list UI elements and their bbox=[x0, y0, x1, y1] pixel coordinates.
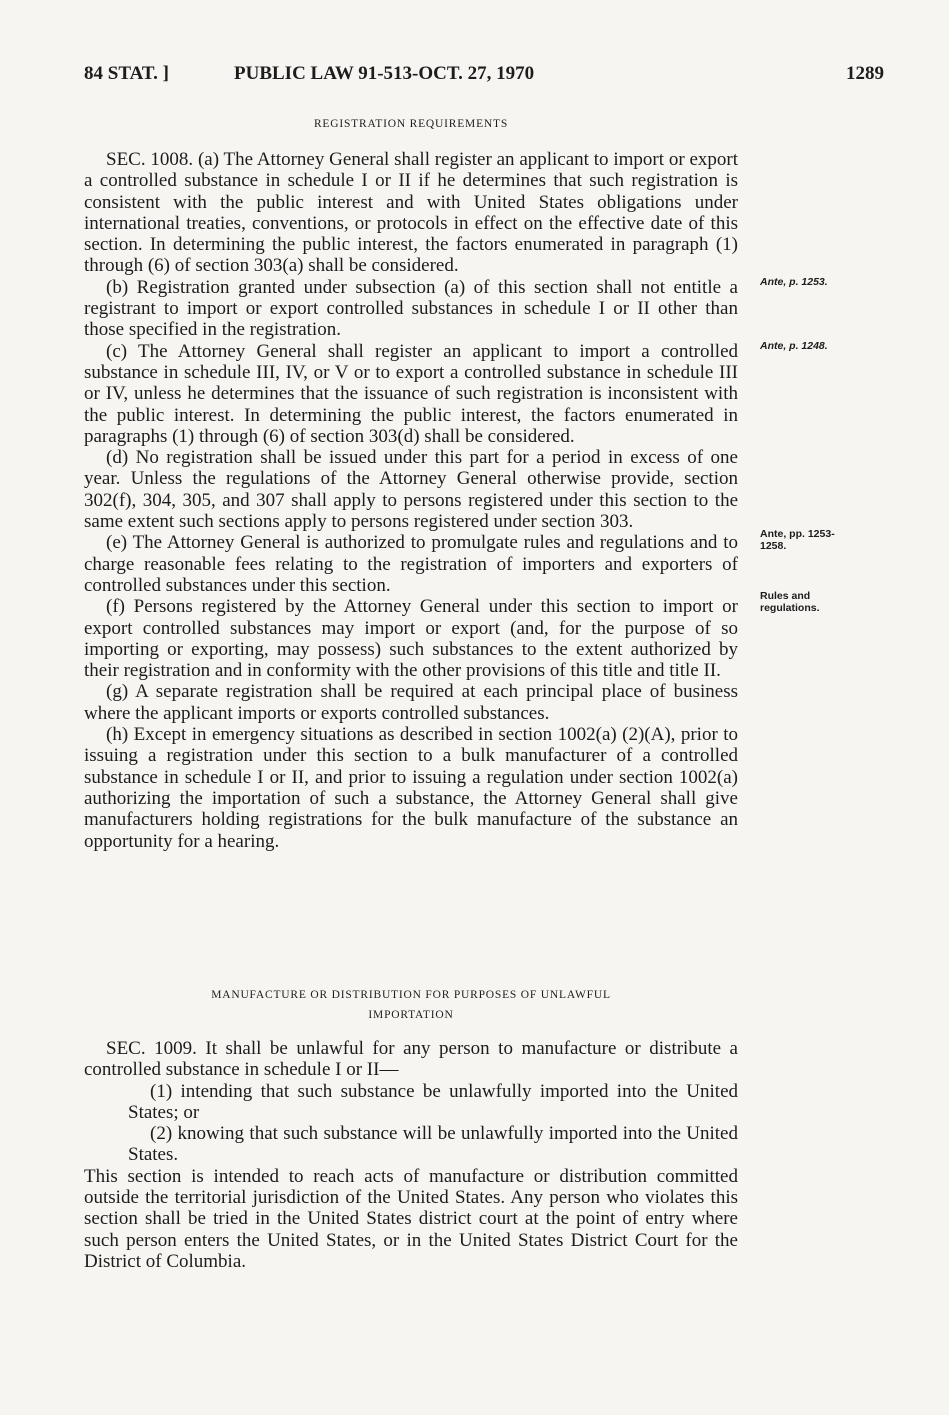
subsection-c: (c) The Attorney General shall register an applicant to import a controlled substance in schedule III, IV, or V or to export a controlled substance in schedule III or IV, unless he determines that the issuance of such registration is inconsistent with the public interest. In determining the public interest, the factors enumerated in paragraphs (1) through (6) of section 303(d) shall be considered. bbox=[84, 340, 738, 447]
section-heading-registration: REGISTRATION REQUIREMENTS bbox=[313, 118, 509, 130]
margin-note-rules: Rules and regulations. bbox=[760, 590, 820, 614]
paragraph-1: (1) intending that such substance be unlawfully imported into the United States; or bbox=[128, 1080, 738, 1123]
margin-note-ante-1253: Ante, p. 1253. bbox=[760, 276, 828, 288]
subsection-h: (h) Except in emergency situations as described in section 1002(a) (2)(A), prior to issuing a registration under this section to a bulk manufacturer of a controlled substance in schedule I or II, and prior to issuing a regulation under section 1002(a) authorizing the importation of such a substance, the Attorney General shall give manufacturers holding registrations for the bulk manufacture of the substance an opportunity for a hearing. bbox=[84, 724, 738, 852]
page-number: 1289 bbox=[846, 63, 884, 84]
section-heading-manufacture bbox=[84, 985, 738, 1025]
subsection-g: (g) A separate registration shall be required at each principal place of business where the applicant imports or exports controlled substances. bbox=[84, 681, 738, 724]
margin-note-ante-1248: Ante, p. 1248. bbox=[760, 340, 828, 352]
page-title: PUBLIC LAW 91-513-OCT. 27, 1970 bbox=[234, 63, 535, 84]
heading-line-2: IMPORTATION bbox=[368, 1009, 454, 1021]
subsection-b: (b) Registration granted under subsection (a) of this section shall not entitle a registrant to import or export controlled substances in schedule I or II other than those specified in the registration. bbox=[84, 276, 738, 341]
heading-line-1: MANUFACTURE OR DISTRIBUTION FOR PURPOSES OF UNLAWFUL bbox=[211, 989, 611, 1001]
subsection-f: (f) Persons registered by the Attorney General under this section to import or export controlled substances may import or export (and, for the purpose of so importing or exporting, may possess) such substances to the extent authorized by their registration and in conformity with the other provisions of this title and title II. bbox=[84, 596, 738, 682]
paragraph-2: (2) knowing that such substance will be unlawfully imported into the United States. bbox=[128, 1123, 738, 1166]
subsection-a: SEC. 1008. (a) The Attorney General shall register an applicant to import or export a controlled substance in schedule I or II if he determines that such registration is consistent with the public interest and with United States obligations under international treaties, conventions, or protocols in effect on the effective date of this section. In determining the public interest, the factors enumerated in paragraph (1) through (6) of section 303(a) shall be considered. bbox=[84, 149, 738, 277]
statute-volume: 84 STAT. ] bbox=[84, 63, 169, 84]
subsection-d: (d) No registration shall be issued under this part for a period in excess of one year. Unless the regulations of the Attorney General otherwise provide, section 302(f), 304, 305, and 307 shall apply to persons registered under this section to the same extent such sections apply to persons registered under section 303. bbox=[84, 447, 738, 533]
section-1009-intro: SEC. 1009. It shall be unlawful for any person to manufacture or distribute a controlled substance in schedule I or II— bbox=[84, 1038, 738, 1081]
subsection-e: (e) The Attorney General is authorized to promulgate rules and regulations and to charge reasonable fees relating to the registration of importers and exporters of controlled substances under this section. bbox=[84, 532, 738, 596]
page-header bbox=[84, 63, 884, 93]
section-1009-body bbox=[84, 1038, 738, 1272]
section-1009-closing: This section is intended to reach acts of manufacture or distribution committed outside the territorial jurisdiction of the United States. Any person who violates this section shall be tried in the United States district court at the point of entry where such person enters the United States, or in the United States District Court for the District of Columbia. bbox=[84, 1165, 738, 1272]
section-1008-body bbox=[84, 149, 738, 852]
margin-note-ante-1253-1258: Ante, pp. 1253-1258. bbox=[760, 528, 835, 552]
